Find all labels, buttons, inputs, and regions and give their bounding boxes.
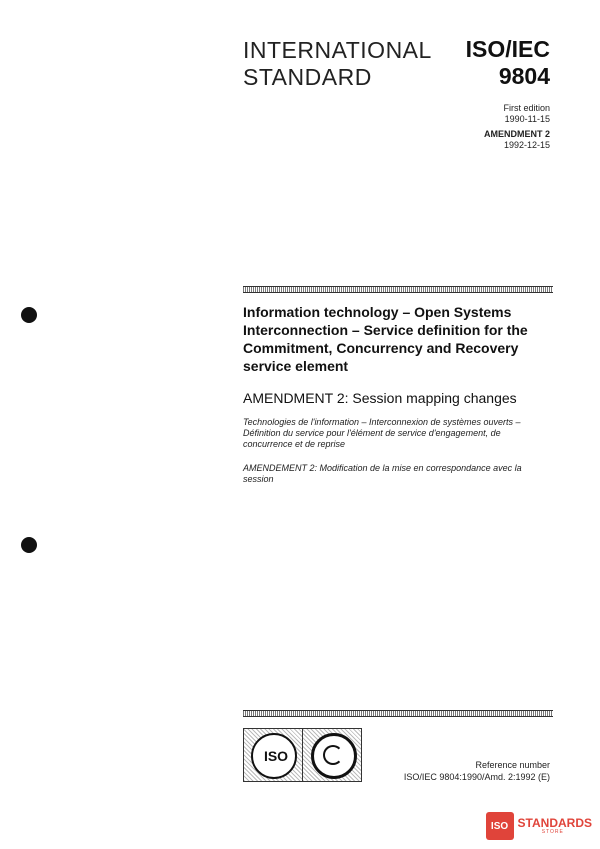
title-line: Information technology – Open Systems [243,304,512,320]
french-amendment-line: session [243,474,274,484]
document-type-line2: STANDARD [243,64,372,90]
edition-label: First edition [503,103,550,113]
iec-logo-inner-icon [323,745,343,765]
standard-number [466,36,550,90]
amendment-title: AMENDMENT 2: Session mapping changes [243,390,517,406]
top-rule [243,286,553,293]
standard-code: 9804 [498,63,550,89]
iec-logo-icon [311,733,357,779]
watermark-subtext: STORE [541,829,564,835]
punch-hole [21,537,37,553]
watermark-iso-icon: ISO [486,812,514,840]
french-title-line: Technologies de l'information – Interconnexion de systèmes ouverts – [243,417,521,427]
french-title-line: Définition du service pour l'élément de service d'engagement, de [243,428,501,438]
title-line: service element [243,358,349,374]
french-title [243,417,553,450]
reference-number: ISO/IEC 9804:1990/Amd. 2:1992 (E) [403,772,550,782]
punch-hole [21,307,37,323]
amendment-label: AMENDMENT 2 [483,129,550,139]
iso-logo-icon [251,733,297,779]
french-amendment-line: AMENDEMENT 2: Modification de la mise en correspondance avec la [243,463,522,473]
french-amendment-title [243,463,553,485]
edition-info [484,103,550,151]
standard-prefix: ISO/IEC [465,36,550,62]
amendment-date: 1992-12-15 [503,140,550,150]
watermark-text: STANDARDS [517,816,592,830]
title-line: Commitment, Concurrency and Recovery [243,340,519,356]
title-line: Interconnection – Service definition for the [243,322,528,338]
french-title-line: concurrence et de reprise [243,439,346,449]
iso-logo-text: ISO [263,748,289,764]
edition-date: 1990-11-15 [504,114,550,124]
reference-block [404,759,550,783]
iso-standards-watermark [486,812,592,840]
iso-logo [243,728,303,782]
document-type [243,37,432,91]
document-type-line1: INTERNATIONAL [243,37,432,63]
bottom-rule [243,710,553,717]
reference-label: Reference number [475,760,550,770]
watermark-text-block [514,817,592,835]
document-title [243,303,553,375]
iec-logo [302,728,362,782]
